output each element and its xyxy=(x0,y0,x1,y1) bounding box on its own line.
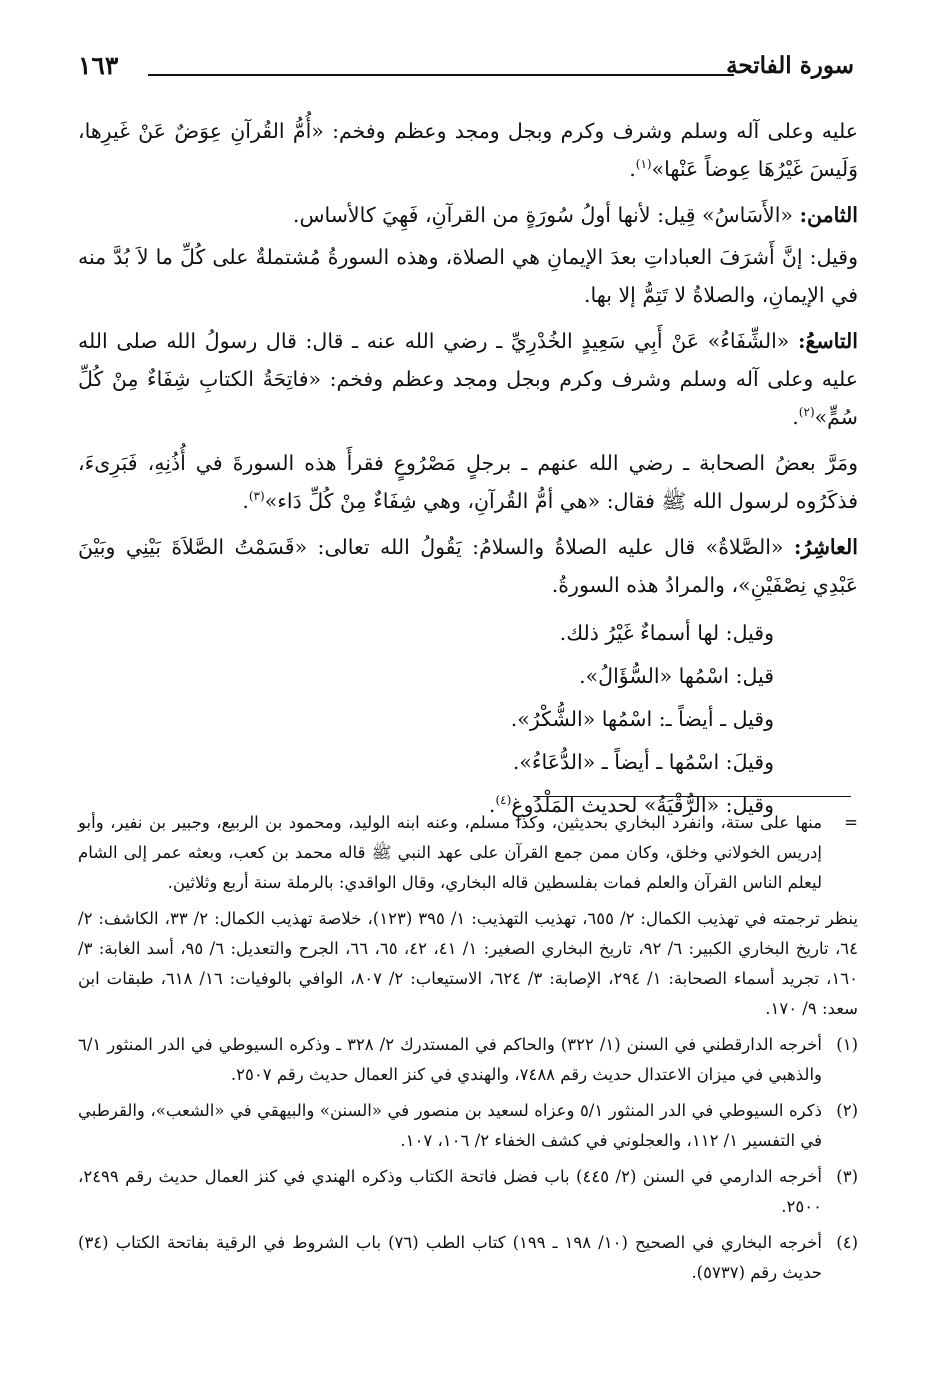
list-line-5-text: وقيل: «الرُّقْيَةُ» لحديث المَلْدُوغِ xyxy=(511,793,774,817)
list-line-5-end: . xyxy=(488,793,496,817)
paragraph-tenth xyxy=(78,528,858,604)
heading-eighth: الثامن: xyxy=(799,203,858,227)
footnote-3 xyxy=(78,1162,858,1222)
heading-tenth: العاشِرُ: xyxy=(793,535,858,559)
list-line-1: وقيل: لها أسماءٌ غَيْرُ ذلك. xyxy=(559,621,774,645)
paragraph-1-end: . xyxy=(629,157,636,181)
heading-ninth: التاسعُ: xyxy=(797,329,858,353)
paragraph-5-text: ومَرَّ بعضُ الصحابة ـ رضي الله عنهم ـ برجلٍ مَصْرُوعٍ فقرأَ هذه السورةَ في أُذُنِهِ، فَبَرِىءَ، فذكَرُوه لرسول الله ﷺ فقال: «هي أمُّ القُرآنِ، وهي شِفَاءٌ مِنْ كُلِّ دَاء» xyxy=(78,451,858,513)
footnote-ref-1[interactable]: (١) xyxy=(635,157,652,172)
footnote-3-text: أخرجه الدارمي في السنن (٢/ ٤٤٥) باب فضل فاتحة الكتاب وذكره الهندي في كنز العمال حديث رقم ٢٤٩٩، ٢٥٠٠. xyxy=(78,1167,822,1216)
paragraph-ninth xyxy=(78,322,858,436)
footnote-1-text: أخرجه الدارقطني في السنن (١/ ٣٢٢) والحاكم في المستدرك ٢/ ٣٢٨ ـ وذكره السيوطي في الدر المنثور ٦/١ والذهبي في ميزان الاعتدال حديث رقم ٧٤٨٨، والهندي في كنز العمال حديث رقم ٢٥٠٧. xyxy=(78,1035,823,1084)
paragraph-eighth xyxy=(78,196,858,234)
footnote-4-mark: (٤) xyxy=(836,1233,858,1252)
footnote-2 xyxy=(78,1096,858,1156)
footnote-2-text: ذكره السيوطي في الدر المنثور ٥/١ وعزاه لسعيد بن منصور في «السنن» والبيهقي في «الشعب»، والقرطبي في التفسير ١/ ١١٢، والعجلوني في كشف الخفاء ٢/ ١٠٦، ١٠٧. xyxy=(78,1101,822,1150)
page-number: ١٦٣ xyxy=(78,51,119,80)
paragraph-5-end: . xyxy=(242,489,249,513)
header-rule xyxy=(148,74,734,76)
paragraph-1 xyxy=(78,112,858,188)
footnote-ref-3[interactable]: (٣) xyxy=(248,489,265,504)
footnote-continuation-text: منها على ستة، وانفرد البخاري بحديثين، وكذا مسلم، وعنه ابنه الوليد، ومحمود بن الربيع، وجبير بن نفير، وأبو إدريس الخولاني وخلق، وكان ممن جمع القرآن على عهد النبي ﷺ قاله محمد بن كعب، وبعثه عمر إلى الشام ليعلم الناس القرآن والعلم فمات بفلسطين قاله البخاري، وقال الواقدي: بالرملة سنة أربع وثلاثين. xyxy=(78,813,822,892)
paragraph-3: وقيل: إنَّ أَشرَفَ العباداتِ بعدَ الإيمانِ هي الصلاة، وهذه السورةُ مُشتملةٌ على كُلِّ ما لاَ بُدَّ منه في الإيمانِ، والصلاةُ لا تَتِمُّ إلا بها. xyxy=(78,245,858,307)
running-header xyxy=(78,48,854,84)
paragraph-1-text: عليه وعلى آله وسلم وشرف وكرم وبجل ومجد وعظم وفخم: «أُمُّ القُرآنِ عِوَضٌ عَنْ غَيرِها، وَلَيسَ غَيْرُهَا عِوضاً عَنْها» xyxy=(78,119,858,181)
paragraph-ninth-text: «الشِّفَاءُ» عَنْ أَبِي سَعِيدٍ الخُدْرِيِّ ـ رضي الله عنه ـ قال: قال رسولُ الله صلى الله عليه وعلى آله وسلم وشرف وكرم وبجل ومجد وعظم وفخم: «فاتِحَةُ الكتابِ شِفَاءٌ مِنْ كُلِّ سُمٍّ» xyxy=(78,329,858,429)
footnote-separator xyxy=(533,796,851,797)
footnote-1 xyxy=(78,1030,858,1090)
footnotes-section xyxy=(78,808,858,1294)
surah-title: سورة الفاتحة xyxy=(726,52,854,79)
footnote-4 xyxy=(78,1228,858,1288)
paragraph-5 xyxy=(78,444,858,520)
footnote-ref-2[interactable]: (٢) xyxy=(798,405,815,420)
list-line-4: وقيلَ: اسْمُها ـ أيضاً ـ «الدُّعَاءُ». xyxy=(512,750,774,774)
list-line-3: وقيل ـ أيضاً ـ: اسْمُها «الشُّكْرُ». xyxy=(510,707,774,731)
footnote-continuation xyxy=(78,808,858,898)
footnote-references: ينظر ترجمته في تهذيب الكمال: ٢/ ٦٥٥، تهذيب التهذيب: ١/ ٣٩٥ (١٢٣)، خلاصة تهذيب الكمال: ٢/ ٣٣، الكاشف: ٢/ ٦٤، تاريخ البخاري الكبير: ٦/ ٩٢، تاريخ البخاري الصغير: ١/ ٤١، ٤٢، ٦٥، ٦٦، الجرح والتعديل: ٦/ ٩٥، أسد الغابة: ٣/ ١٦٠، تجريد أسماء الصحابة: ١/ ٢٩٤، الإصابة: ٣/ ٦٢٤، الاستيعاب: ٢/ ٨٠٧، الوافي بالوفيات: ١٦/ ٦١٨، طبقات ابن سعد: ٩/ ١٧٠. xyxy=(78,909,858,1018)
paragraph-eighth-text: «الأَسَاسُ» قِيل: لأنها أولُ سُورَةٍ من القرآنِ، فَهِيَ كالأساس. xyxy=(292,203,800,227)
footnote-4-text: أخرجه البخاري في الصحيح (١٠/ ١٩٨ ـ ١٩٩) كتاب الطب (٧٦) باب الشروط في الرقية بفاتحة الكتاب (٣٤) حديث رقم (٥٧٣٧). xyxy=(78,1233,823,1282)
main-text xyxy=(78,112,858,827)
list-line-2: قيل: اسْمُها «السُّؤَالُ». xyxy=(579,664,774,688)
footnote-ref-4[interactable]: (٤) xyxy=(495,793,512,808)
continuation-mark: = xyxy=(844,813,858,832)
paragraph-ninth-end: . xyxy=(792,405,799,429)
footnote-1-mark: (١) xyxy=(836,1035,858,1054)
paragraph-tenth-text: «الصَّلاةُ» قال عليه الصلاةُ والسلامُ: يَقُولُ الله تعالى: «قَسَمْتُ الصَّلاَةَ بَيْنِي وبَيْنَ عَبْدِي نِصْفَيْنِ»، والمرادُ هذه السورةُ. xyxy=(78,535,858,597)
footnote-3-mark: (٣) xyxy=(836,1167,858,1186)
footnote-2-mark: (٢) xyxy=(836,1101,858,1120)
